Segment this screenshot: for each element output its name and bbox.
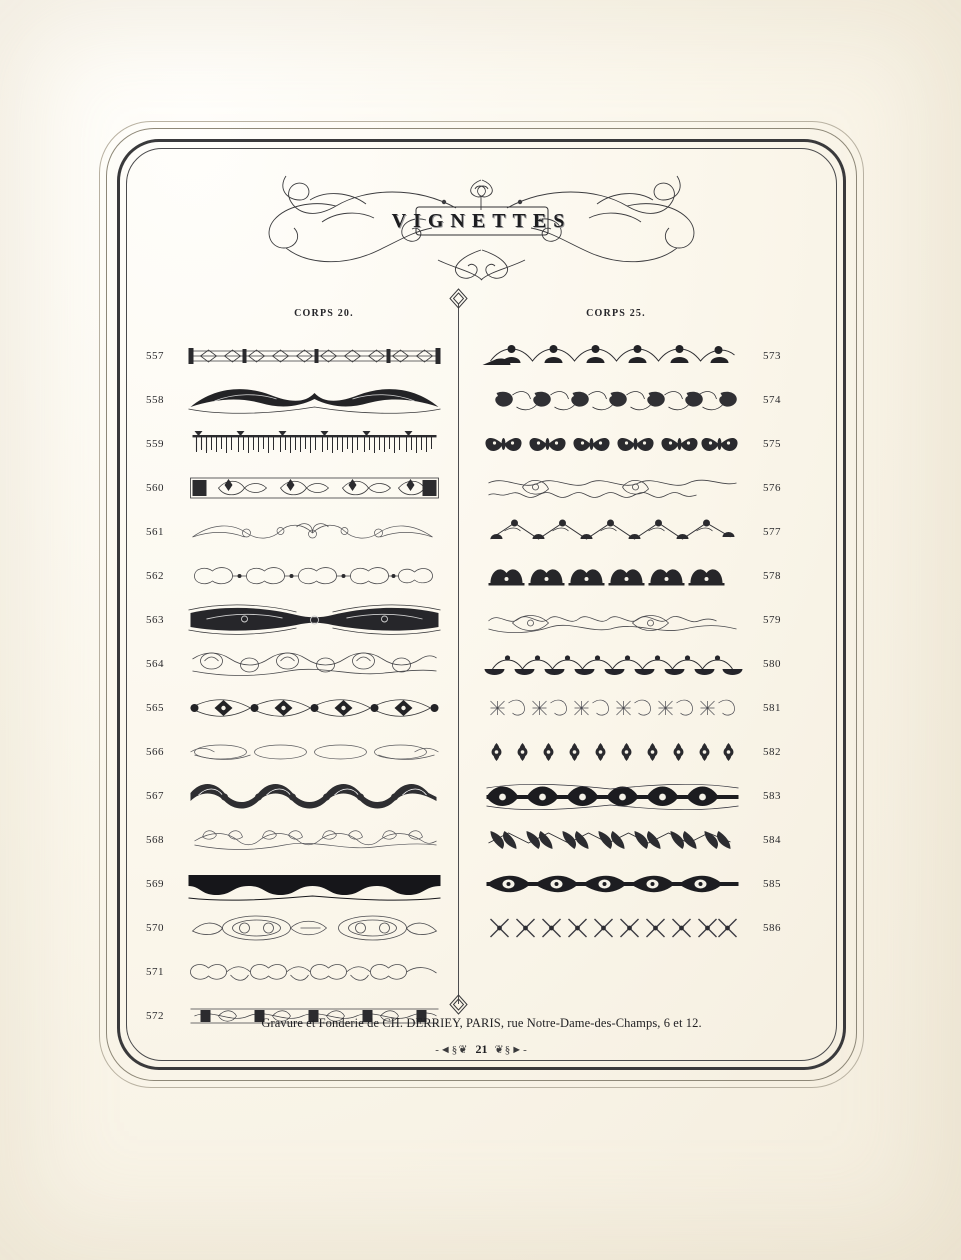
ornament-butterfly-pairs — [478, 425, 747, 463]
ornament-number: 586 — [763, 922, 781, 934]
ornament-number: 581 — [763, 702, 781, 714]
ornament-diamond-rosette-chain — [180, 689, 449, 727]
ornament-number: 563 — [146, 614, 164, 626]
ornament-row — [144, 598, 449, 642]
ornament-anchor-arcade — [478, 645, 747, 683]
ornament-row — [478, 686, 783, 730]
ornament-number: 560 — [146, 482, 164, 494]
ornament-number: 564 — [146, 658, 164, 670]
ornament-number: 568 — [146, 834, 164, 846]
ornament-row — [144, 730, 449, 774]
ornament-row — [478, 510, 783, 554]
folio-left-ornament-icon: -◄§❦ — [435, 1044, 469, 1056]
page-title: VIGNETTES — [391, 210, 572, 232]
ornament-number: 561 — [146, 526, 164, 538]
ornament-row — [144, 378, 449, 422]
ornament-number: 576 — [763, 482, 781, 494]
ornament-bold-scroll-wave — [180, 381, 449, 419]
ornament-number: 562 — [146, 570, 164, 582]
page-content — [126, 148, 837, 1061]
ornament-number: 577 — [763, 526, 781, 538]
ornament-row — [478, 642, 783, 686]
ornament-corner-sprays — [478, 381, 747, 419]
ornament-crosshatch-blocks — [478, 689, 747, 727]
ornament-number: 580 — [763, 658, 781, 670]
ornament-oval-rosette-band — [478, 865, 747, 903]
ornament-column-left — [144, 334, 449, 1038]
ornament-dark-wave-band — [180, 601, 449, 639]
ornament-row — [478, 554, 783, 598]
ornament-floret-row — [478, 733, 747, 771]
ornament-pumpkin-garland — [180, 645, 449, 683]
ornament-row — [478, 818, 783, 862]
ornament-scallop-rope — [180, 777, 449, 815]
ornament-number: 574 — [763, 394, 781, 406]
ornament-number: 584 — [763, 834, 781, 846]
ornament-heart-scroll-vine — [180, 953, 449, 991]
ornament-number: 572 — [146, 1010, 164, 1022]
ornament-zigzag-leaves — [478, 821, 747, 859]
ornament-number: 557 — [146, 350, 164, 362]
ornament-row — [478, 774, 783, 818]
column-header-left: CORPS 20. — [294, 308, 354, 319]
divider-top-diamond-icon — [448, 288, 469, 309]
center-divider-rule — [458, 304, 459, 1004]
ornament-chevron-fleurons — [478, 513, 747, 551]
ornament-number: 571 — [146, 966, 164, 978]
ornament-row — [478, 906, 783, 950]
ornament-row — [478, 862, 783, 906]
ornament-number: 559 — [146, 438, 164, 450]
ornament-row — [144, 642, 449, 686]
ornament-double-medallion — [180, 909, 449, 947]
ornament-row — [144, 466, 449, 510]
ornament-row — [144, 686, 449, 730]
masthead-ornament — [126, 174, 837, 284]
page-number: 21 — [475, 1042, 488, 1056]
ornament-fine-ellipse-chain — [180, 733, 449, 771]
ornament-number: 566 — [146, 746, 164, 758]
divider-bottom-diamond-icon — [448, 994, 469, 1015]
ornament-row — [144, 510, 449, 554]
ornament-chainlink-band — [180, 337, 449, 375]
ornament-number: 565 — [146, 702, 164, 714]
ornament-number: 575 — [763, 438, 781, 450]
column-header-right: CORPS 25. — [586, 308, 646, 319]
ornament-number: 583 — [763, 790, 781, 802]
ornament-row — [478, 334, 783, 378]
ornament-row — [144, 554, 449, 598]
ornament-row — [478, 378, 783, 422]
ornament-row — [478, 466, 783, 510]
ornament-row — [144, 774, 449, 818]
ornament-wavy-scrollwork — [478, 469, 747, 507]
ornament-row — [478, 422, 783, 466]
ornament-number: 570 — [146, 922, 164, 934]
ornament-column-right — [478, 334, 783, 950]
ornament-light-arabesque — [180, 513, 449, 551]
ornament-number: 579 — [763, 614, 781, 626]
folio-line — [126, 1042, 837, 1057]
ornament-tassel-fringe — [180, 425, 449, 463]
ornament-feather-sprigs — [180, 821, 449, 859]
ornament-ribbon-squiggle — [478, 601, 747, 639]
ornament-row — [144, 334, 449, 378]
ornament-row — [144, 950, 449, 994]
ornament-crown-florets — [478, 557, 747, 595]
ornament-row — [144, 906, 449, 950]
ornament-bold-rosette-band — [478, 777, 747, 815]
ornament-number: 567 — [146, 790, 164, 802]
ornament-number: 558 — [146, 394, 164, 406]
ornament-number: 573 — [763, 350, 781, 362]
imprint-line: Gravure et Fonderie de CH. DERRIEY, PARIS, rue Notre-Dame-des-Champs, 6 et 12. — [261, 1016, 702, 1030]
ornament-solid-scallop-bar — [180, 865, 449, 903]
ornament-number: 585 — [763, 878, 781, 890]
ornament-foliate-panel — [180, 469, 449, 507]
folio-right-ornament-icon: ❦§►- — [494, 1044, 528, 1056]
ornament-number: 569 — [146, 878, 164, 890]
ornament-row — [478, 730, 783, 774]
ornament-row — [144, 818, 449, 862]
ornament-row — [144, 422, 449, 466]
ornament-number: 578 — [763, 570, 781, 582]
ornament-fleuron-arcade — [478, 337, 747, 375]
ornament-row — [144, 862, 449, 906]
ornament-number: 582 — [763, 746, 781, 758]
ornament-row — [478, 598, 783, 642]
ornament-cloud-links — [180, 557, 449, 595]
ornament-lattice-crosses — [478, 909, 747, 947]
